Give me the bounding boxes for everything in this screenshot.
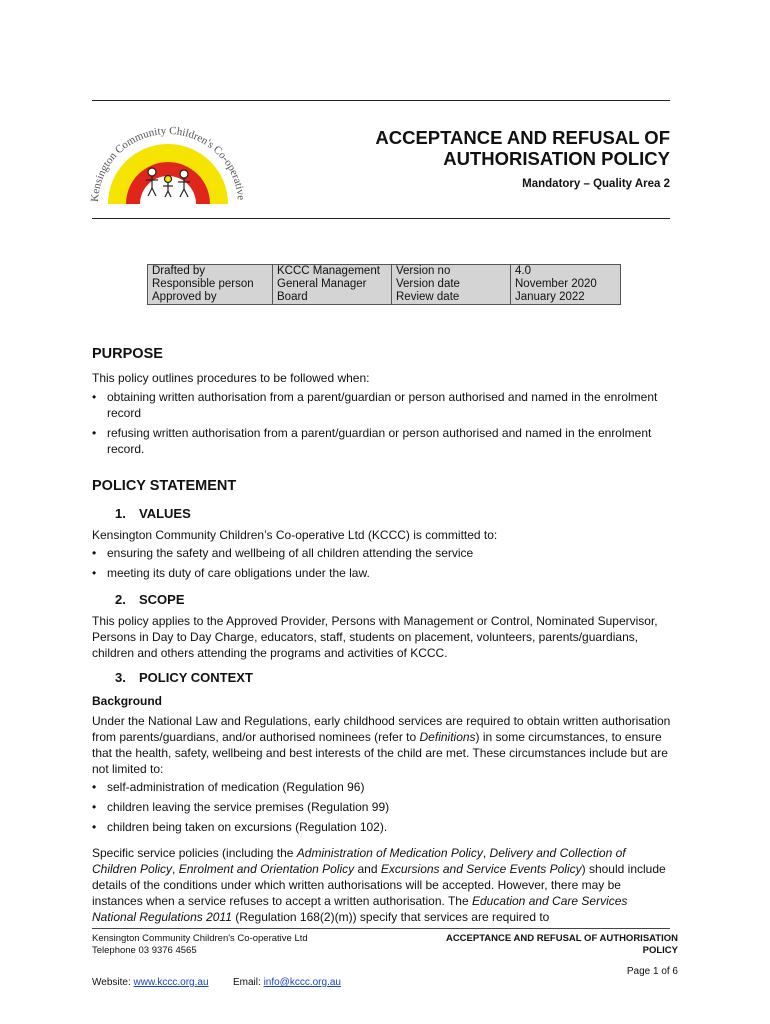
footer-email: [233, 977, 341, 988]
section-number: 2.: [115, 592, 126, 607]
title-line-2: AUTHORISATION POLICY: [443, 148, 670, 169]
scope-text: This policy applies to the Approved Provider, Persons with Management or Control, Nominated Supervisor, Persons in Day to Day Charge, educators, staff, students on placement, volunteers, parents/guardians, children and others attending the programs and activities of KCCC.: [92, 614, 658, 660]
list-item: • children being taken on excursions (Regulation 102).: [92, 819, 667, 835]
meta-value: KCCC Management: [277, 265, 380, 277]
purpose-intro: This policy outlines procedures to be followed when:: [92, 371, 370, 385]
footer-org-name: Kensington Community Children's Co-operative Ltd: [92, 933, 308, 944]
header-bottom-rule: [92, 218, 670, 219]
page-subtitle: Mandatory – Quality Area 2: [522, 178, 670, 190]
footer-organisation: [92, 933, 308, 957]
footer-rule: [92, 928, 670, 929]
text-span-italic: Definitions: [419, 730, 476, 744]
background-subheading: Background: [92, 694, 163, 708]
section-title: SCOPE: [139, 592, 185, 607]
section-number: 1.: [115, 506, 126, 521]
meta-labels-cell: [148, 265, 273, 305]
purpose-heading: PURPOSE: [92, 346, 163, 362]
list-item: • obtaining written authorisation from a parent/guardian or person authorised and named in the enrolment record: [92, 389, 667, 421]
scope-heading: [115, 592, 185, 607]
values-intro: Kensington Community Children’s Co-operative Ltd (KCCC) is committed to:: [92, 528, 498, 542]
values-heading: [115, 506, 191, 521]
list-item: • refusing written authorisation from a parent/guardian or person authorised and named in the enrolment record.: [92, 425, 667, 457]
footer-title-line-1: ACCEPTANCE AND REFUSAL OF AUTHORISATION: [445, 933, 678, 944]
kccc-logo: [86, 106, 251, 211]
text-span: Specific service policies (including the: [92, 846, 297, 860]
meta-label: Responsible person: [152, 278, 254, 290]
footer-phone: Telephone 03 9376 4565: [92, 945, 197, 956]
email-link[interactable]: info@kccc.org.au: [263, 977, 341, 988]
version-value: January 2022: [515, 291, 585, 303]
website-label: Website:: [92, 977, 134, 988]
footer-doc-title: [418, 933, 678, 957]
text-span-italic: Delivery and Collection of Children Policy: [92, 846, 626, 876]
version-labels-cell: [392, 265, 511, 305]
text-span: ) in some circumstances, to ensure that the health, safety, wellbeing and best interests of the child are met. These circumstances include but are not limited to:: [92, 730, 668, 776]
title-line-1: ACCEPTANCE AND REFUSAL OF: [375, 127, 670, 148]
meta-value: General Manager: [277, 278, 367, 290]
context-paragraph-2: [92, 845, 672, 925]
list-item: • children leaving the service premises (Regulation 99): [92, 799, 667, 815]
website-link[interactable]: www.kccc.org.au: [133, 977, 209, 988]
policy-statement-heading: POLICY STATEMENT: [92, 478, 237, 494]
section-number: 3.: [115, 670, 126, 685]
text-span-italic: Administration of Medication Policy: [296, 846, 483, 860]
page-number: Page 1 of 6: [626, 966, 678, 977]
document-meta-table: [147, 264, 621, 305]
text-span: ,: [482, 846, 490, 860]
rainbow-logo-icon: [86, 106, 251, 211]
footer-website: [92, 977, 209, 988]
version-value: 4.0: [515, 265, 531, 277]
meta-values-cell: [273, 265, 392, 305]
text-span: ) should include details of the conditions under which written authorisations will be accepted. However, there may be instances when a service refuses to accept a written authorisation. The: [92, 862, 666, 908]
version-value: November 2020: [515, 278, 597, 290]
text-span-italic: Enrolment and Orientation Policy: [178, 862, 355, 876]
meta-label: Drafted by: [152, 265, 206, 277]
version-values-cell: [511, 265, 621, 305]
footer-title-line-2: POLICY: [642, 945, 678, 956]
list-item: • ensuring the safety and wellbeing of all children attending the service: [92, 545, 667, 561]
version-label: Version no: [396, 265, 451, 277]
version-label: Version date: [396, 278, 460, 290]
meta-label: Approved by: [152, 291, 217, 303]
text-span: ,: [172, 862, 179, 876]
section-title: VALUES: [139, 506, 191, 521]
table-row: [148, 265, 621, 305]
text-span: and: [354, 862, 381, 876]
text-span: Under the National Law and Regulations, early childhood services are required to obtain written authorisation from parents/guardians, and/or authorised nominees (refer to: [92, 714, 671, 744]
version-label: Review date: [396, 291, 460, 303]
list-item: • self-administration of medication (Regulation 96): [92, 779, 667, 795]
section-title: POLICY CONTEXT: [139, 670, 253, 685]
context-heading: [115, 670, 253, 685]
text-span-italic: Excursions and Service Events Policy: [380, 862, 582, 876]
context-paragraph-1: [92, 713, 672, 777]
meta-value: Board: [277, 291, 308, 303]
logo-arc-text: Kensington Community Children's Co-operative: [88, 124, 247, 203]
text-span-italic: Education and Care Services National Regulations 2011: [92, 894, 628, 924]
email-label: Email:: [233, 977, 264, 988]
list-item: • meeting its duty of care obligations under the law.: [92, 565, 667, 581]
header-top-rule: [92, 100, 670, 101]
page-title: [290, 127, 670, 169]
text-span: (Regulation 168(2)(m)) specify that services are required to: [231, 910, 550, 924]
